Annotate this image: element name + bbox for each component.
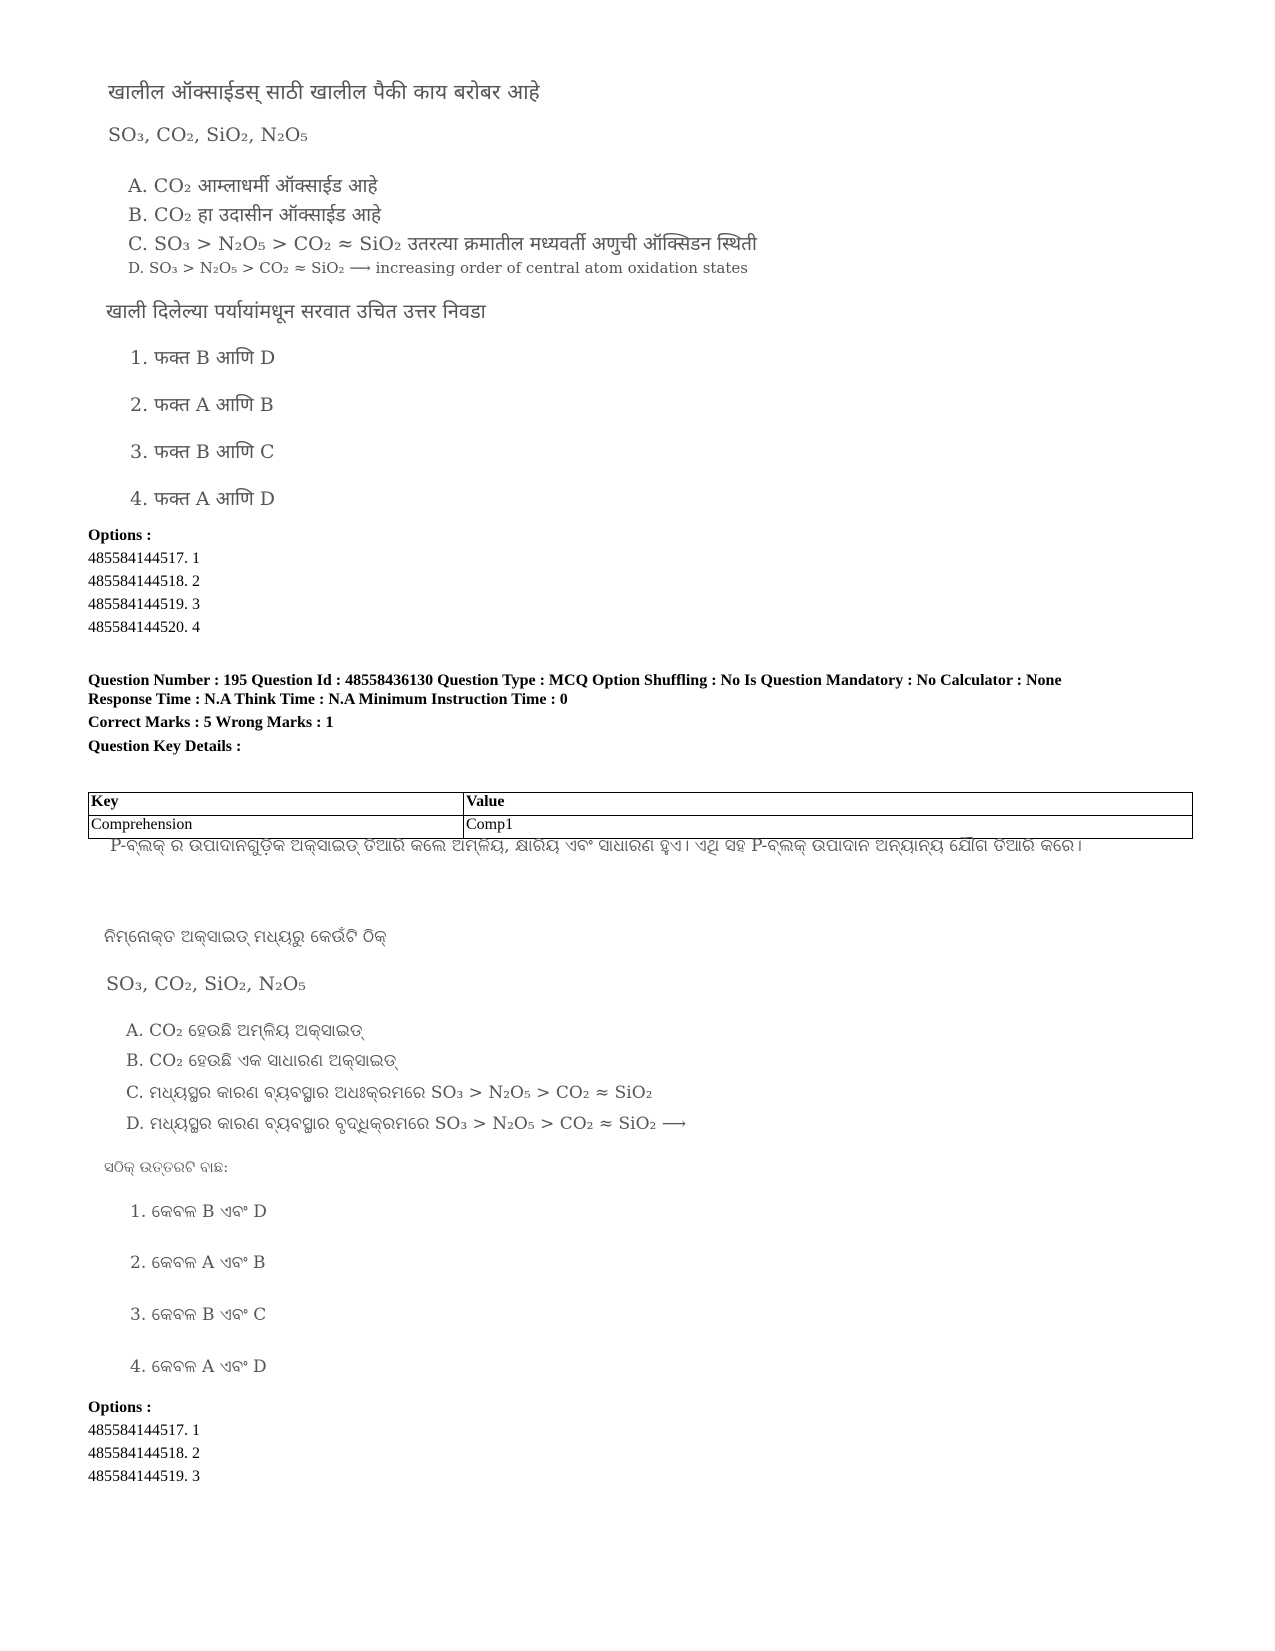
question-formula: SO₃, CO₂, SiO₂, N₂O₅	[106, 973, 306, 995]
question-title: खालील ऑक्साईडस् साठी खालील पैकी काय बरोबर आहे	[108, 80, 540, 104]
option-item: 485584144517. 1	[88, 1422, 200, 1439]
question-prompt: ସଠିକ୍ ଉତ୍ତରଟି ବାଛ:	[104, 1158, 229, 1176]
key-details-label: Question Key Details :	[88, 738, 242, 755]
choice-2: 2. କେବଳ A ଏବଂ B	[130, 1253, 266, 1273]
comprehension-passage: P-ବ୍ଲକ୍ ର ଉପାଦାନଗୁଡ଼ିକ ଅକ୍ସାଇଡ୍ ତିଆରି କଲେ ଅମ୍ଳିୟ, କ୍ଷାରିୟ ଏବଂ ସାଧାରଣ ହୁଏ। ଏଥି ସହ P-ବ୍ଲକ୍ ଉପାଦାନ ଅନ୍ୟାନ୍ୟ ଯୌଗ ତିଆରି କରେ।	[110, 836, 1082, 856]
table-header-row	[89, 793, 1193, 816]
table-header-value: Value	[464, 793, 1193, 816]
table-cell-key: Comprehension	[89, 816, 464, 839]
choice-4: 4. କେବଳ A ଏବଂ D	[130, 1357, 267, 1377]
options-label: Options :	[88, 1399, 152, 1416]
option-item: 485584144519. 3	[88, 1468, 200, 1485]
option-item: 485584144518. 2	[88, 1445, 200, 1462]
choice-4: 4. फक्त A आणि D	[130, 488, 275, 510]
question-prompt: खाली दिलेल्या पर्यायांमधून सरवात उचित उत्तर निवडा	[106, 299, 486, 323]
statement-b: B. CO₂ हा उदासीन ऑक्साईड आहे	[128, 204, 382, 226]
option-item: 485584144520. 4	[88, 619, 200, 636]
table-header-key: Key	[89, 793, 464, 816]
question-meta-line2: Response Time : N.A Think Time : N.A Minimum Instruction Time : 0	[88, 691, 568, 708]
statement-c: C. SO₃ > N₂O₅ > CO₂ ≈ SiO₂ उतरत्या क्रमातील मध्यवर्ती अणुची ऑक्सिडन स्थिती	[128, 233, 757, 255]
statement-d: D. SO₃ > N₂O₅ > CO₂ ≈ SiO₂ ⟶ increasing order of central atom oxidation states	[128, 259, 748, 277]
choice-3: 3. କେବଳ B ଏବଂ C	[130, 1305, 267, 1325]
statement-c: C. ମଧ୍ୟସ୍ଥର କାରଣ ବ୍ୟବସ୍ଥାର ଅଧଃକ୍ରମରେ SO₃ > N₂O₅ > CO₂ ≈ SiO₂	[126, 1083, 653, 1103]
question-title: ନିମ୍ନୋକ୍ତ ଅକ୍ସାଇଡ୍ ମଧ୍ୟରୁ କେଉଁଟି ଠିକ୍	[104, 927, 387, 947]
marks-line: Correct Marks : 5 Wrong Marks : 1	[88, 714, 334, 731]
question-formula: SO₃, CO₂, SiO₂, N₂O₅	[108, 124, 308, 146]
choice-2: 2. फक्त A आणि B	[130, 394, 274, 416]
options-label: Options :	[88, 527, 152, 544]
option-item: 485584144518. 2	[88, 573, 200, 590]
statement-d: D. ମଧ୍ୟସ୍ଥର କାରଣ ବ୍ୟବସ୍ଥାର ବୃଦ୍ଧିକ୍ରମରେ SO₃ > N₂O₅ > CO₂ ≈ SiO₂ ⟶	[126, 1114, 687, 1134]
choice-1: 1. କେବଳ B ଏବଂ D	[130, 1202, 267, 1222]
option-item: 485584144517. 1	[88, 550, 200, 567]
question-meta-line1: Question Number : 195 Question Id : 48558436130 Question Type : MCQ Option Shuffling : No Is Question Mandatory : No Calculator : None	[88, 672, 1062, 689]
choice-1: 1. फक्त B आणि D	[130, 347, 276, 369]
table-cell-value: Comp1	[464, 816, 1193, 839]
key-details-table	[88, 792, 1193, 839]
statement-a: A. CO₂ आम्लाधर्मी ऑक्साईड आहे	[128, 175, 378, 197]
statement-a: A. CO₂ ହେଉଛି ଅମ୍ଳିୟ ଅକ୍ସାଇଡ୍	[126, 1021, 363, 1041]
option-item: 485584144519. 3	[88, 596, 200, 613]
choice-3: 3. फक्त B आणि C	[130, 441, 275, 463]
statement-b: B. CO₂ ହେଉଛି ଏକ ସାଧାରଣ ଅକ୍ସାଇଡ୍	[126, 1051, 397, 1071]
